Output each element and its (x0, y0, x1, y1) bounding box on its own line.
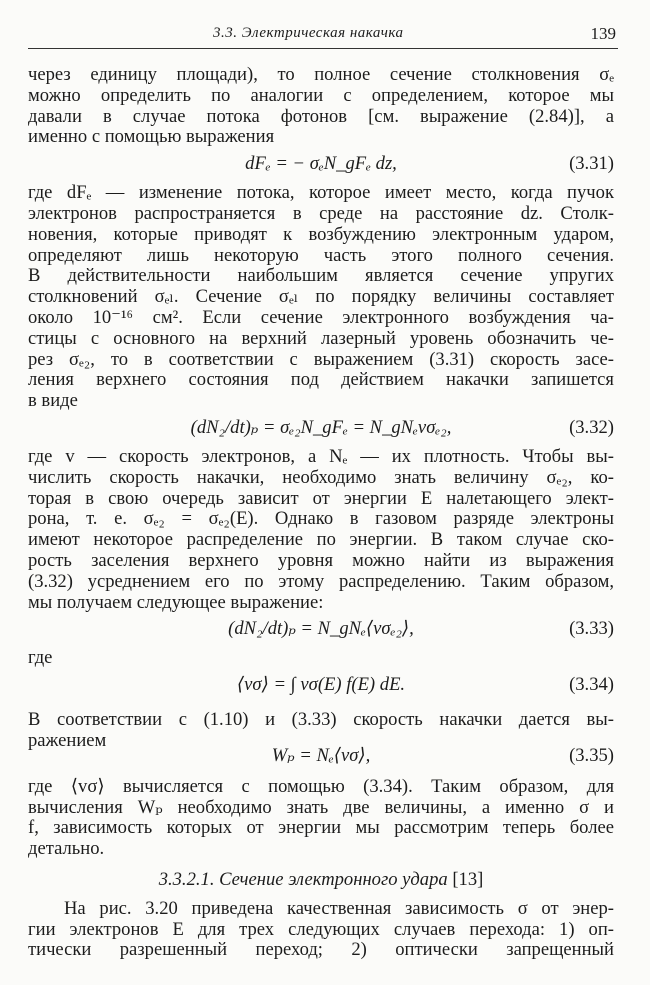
equation-formula: ⟨vσ⟩ = ∫ vσ(E) f(E) dE. (236, 674, 406, 696)
text-line: рез σₑ₂, то в соответствии с выражением (3.31) скорость засе- (28, 348, 614, 370)
text-line: около 10⁻¹⁶ см². Если сечение электронного возбуждения ча- (28, 306, 614, 328)
text-line: определяют лишь некоторую часть этого полного сечения. (28, 244, 614, 266)
text-line: электронов распространяется в среде на расстояние dz. Столк- (28, 202, 614, 224)
equation-3-32 (28, 418, 614, 439)
paragraph-1 (28, 65, 614, 148)
text-line: В соответствии с (1.10) и (3.33) скорость накачки дается вы- (28, 709, 614, 731)
text-line: столкновений σₑₗ. Сечение σₑₗ по порядку величины составляет (28, 286, 614, 308)
equation-number: (3.32) (569, 416, 614, 438)
text-line: ражением (28, 729, 107, 751)
page-number: 139 (590, 24, 616, 43)
equation-3-33 (28, 619, 614, 640)
text-line: На рис. 3.20 приведена качественная зависимость σ от энер- (64, 897, 614, 919)
text-line: через единицу площади), то полное сечение столкновения σₑ (28, 64, 614, 85)
text-line: рона, т. е. σₑ₂ = σₑ₂(E). Однако в газовом разряде электроны (28, 508, 614, 530)
equation-number: (3.33) (569, 618, 614, 640)
text-line: В действительности наибольшим является сечение упругих (28, 265, 614, 287)
equation-3-35 (28, 746, 614, 767)
text-line: тически разрешенный переход; 2) оптически запрещенный (28, 939, 614, 961)
text-line: имеют некоторое распределение по энергии. В таком случае ско- (28, 529, 614, 551)
subsection-title: 3.3.2.1. Сечение электронного удара (158, 868, 448, 890)
text-line: рость заселения верхнего уровня можно найти из выражения (28, 549, 614, 571)
equation-formula: dFₑ = − σₑN_gFₑ dz, (245, 153, 397, 175)
text-line: можно определить по аналогии с определением, которое мы (28, 84, 614, 106)
paragraph-6 (28, 899, 614, 961)
equation-number: (3.31) (569, 153, 614, 175)
page-body (28, 65, 614, 961)
text-line: в виде (28, 390, 78, 412)
text-line: f, зависимость которых от энергии мы рассмотрим теперь более (28, 817, 614, 839)
text-line: детально. (28, 838, 105, 860)
equation-3-34 (28, 675, 614, 696)
equation-3-31 (28, 154, 614, 175)
equation-formula: (dN₂/dt)ₚ = N_gNₑ⟨vσₑ₂⟩, (228, 618, 414, 640)
equation-number: (3.34) (569, 674, 614, 696)
text-line: где ⟨vσ⟩ вычисляется с помощью (3.34). Таким образом, для (28, 775, 614, 797)
text-line: ления верхнего состояния под действием накачки запишется (28, 369, 614, 391)
text-line: мы получаем следующее выражение: (28, 591, 324, 613)
paragraph-5 (28, 777, 614, 860)
text-line: где v — скорость электронов, а Nₑ — их плотность. Чтобы вы- (28, 445, 614, 467)
text-line: гии электронов E для трех следующих случаев перехода: 1) оп- (28, 918, 614, 940)
text-line: стицы с основного на верхний лазерный уровень обозначить че- (28, 327, 614, 349)
paragraph-3 (28, 447, 614, 613)
equation-formula: Wₚ = Nₑ⟨vσ⟩, (271, 744, 371, 766)
text-line: именно с помощью выражения (28, 126, 275, 148)
text-line: давали в случае потока фотонов [см. выражение (2.84)], а (28, 105, 614, 127)
text-line: торая в свою очередь зависит от энергии E налетающего элект- (28, 487, 614, 509)
text-line: (3.32) усреднением его по этому распределению. Таким образом, (28, 570, 614, 592)
text-line: вычисления Wₚ необходимо знать две величины, а именно σ и (28, 796, 614, 818)
text-line: новения, которые приводят к возбуждению электронным ударом, (28, 223, 614, 245)
paragraph-2 (28, 183, 614, 412)
running-title: 3.3. Электрическая накачка (213, 25, 404, 41)
equation-formula: (dN₂/dt)ₚ = σₑ₂N_gFₑ = N_gNₑvσₑ₂, (190, 416, 452, 438)
subsection-reference: [13] (452, 868, 484, 890)
page-header (28, 18, 618, 49)
where-label: где (28, 647, 53, 669)
subsection-heading (28, 870, 614, 891)
text-line: где dFₑ — изменение потока, которое имеет место, когда пучок (28, 182, 614, 204)
text-line: числить скорость накачки, необходимо знать величину σₑ₂, ко- (28, 466, 614, 488)
equation-number: (3.35) (569, 744, 614, 766)
